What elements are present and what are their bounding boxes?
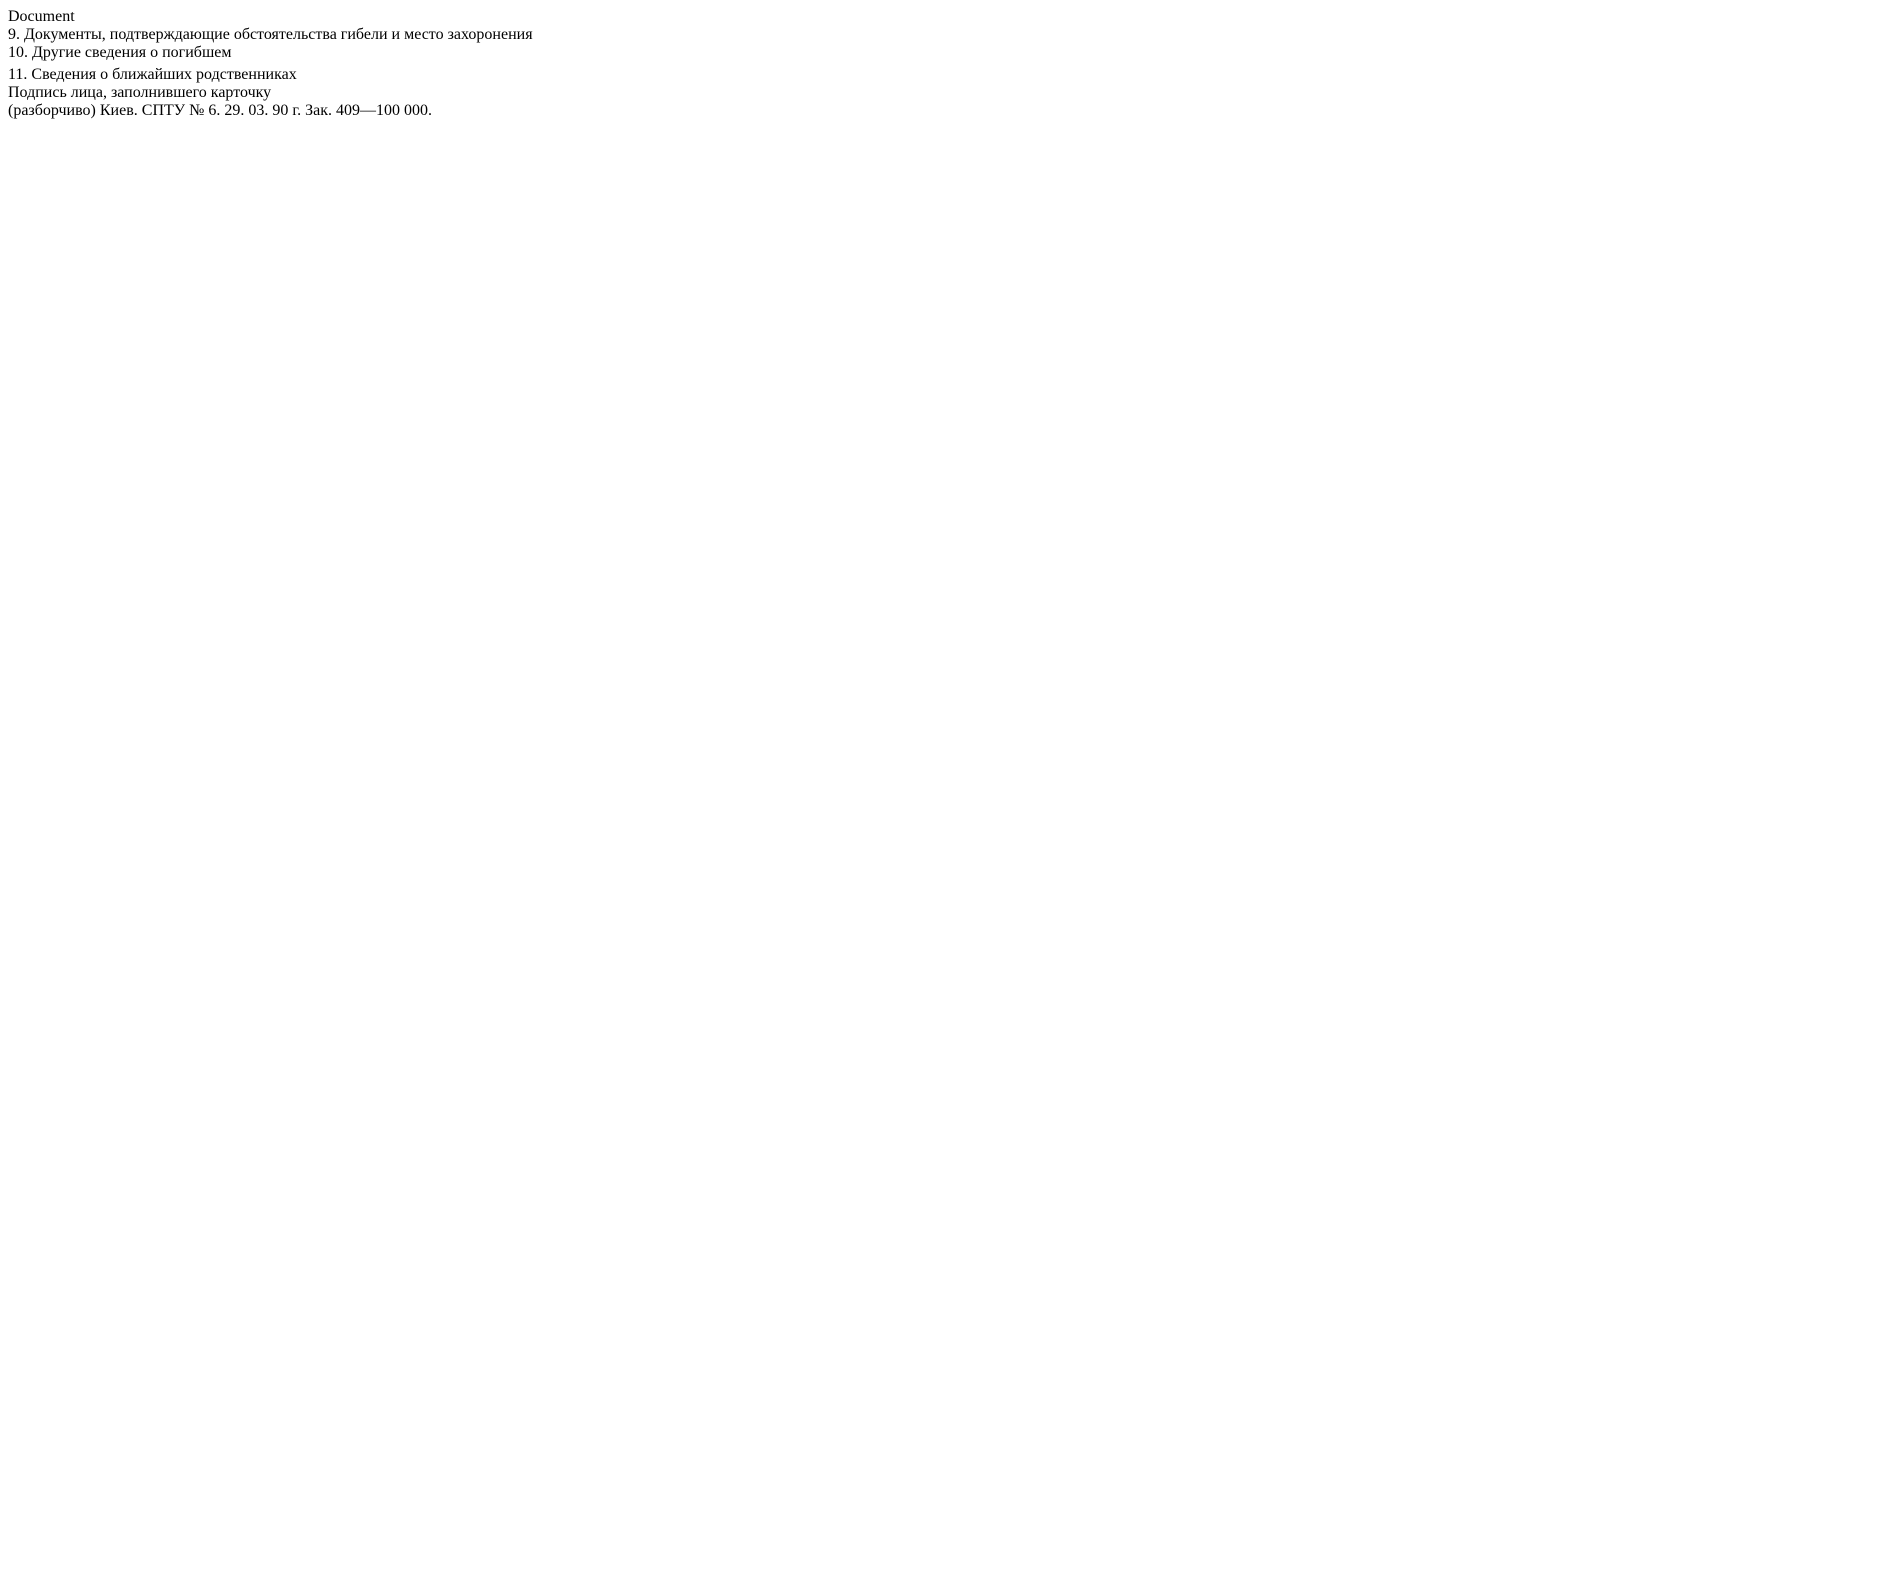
item-9-label-line2: обстоятельства гибели [233,26,388,43]
item-11-number: 11. [8,66,28,83]
ink-speck [8,137,14,149]
item-11-label-line2: родственниках [196,66,297,83]
item-10-number: 10. [8,44,28,61]
ink-speck [8,120,17,129]
ink-speck [8,129,16,137]
item-11-label-line1: Сведения о ближайших [31,66,193,83]
form-page [8,26,1870,163]
item-9-label-line1: Документы, подтверждающие [24,26,230,43]
signature-hint: (разборчиво) [8,102,96,119]
item-9-label-line3: и место захоронения [391,26,533,43]
printer-imprint: Киев. СПТУ № 6. 29. 03. 90 г. Зак. 409—100 000. [99,102,433,119]
item-10-label-line2: о погибшем [150,44,232,61]
item-9-number: 9. [8,26,20,43]
signature-label: Подпись лица, заполнившего карточку [8,84,272,101]
item-10-label-line1: Другие сведения [32,44,147,61]
ink-speck [8,159,12,163]
